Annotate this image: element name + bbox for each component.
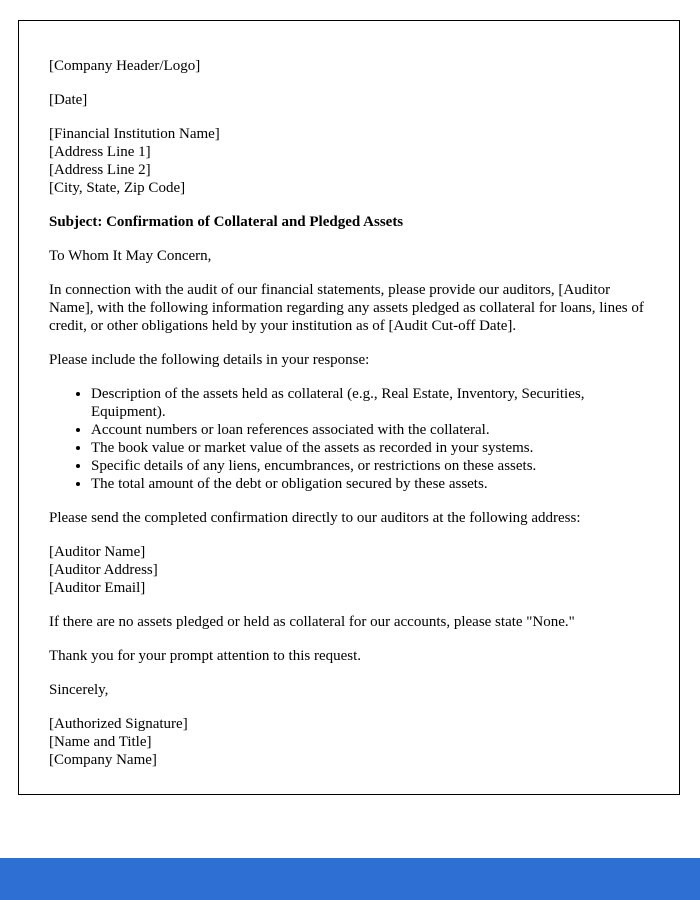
paragraph-details-request: Please include the following details in your response: bbox=[49, 352, 370, 368]
auditor-name-placeholder: [Auditor Name] bbox=[49, 544, 146, 560]
recipient-address-line-2: [Address Line 2] bbox=[49, 162, 151, 178]
bullet-item-liens: • Specific details of any liens, encumbrances, or restrictions on these assets. bbox=[91, 457, 649, 475]
company-header-placeholder: [Company Header/Logo] bbox=[49, 58, 201, 74]
subject-line: Subject: Confirmation of Collateral and Pledged Assets bbox=[49, 214, 404, 230]
authorized-signature-placeholder: [Authorized Signature] bbox=[49, 716, 188, 732]
recipient-city-state-zip: [City, State, Zip Code] bbox=[49, 180, 186, 196]
paragraph-thanks: Thank you for your prompt attention to this request. bbox=[49, 648, 362, 664]
auditor-address-block bbox=[49, 543, 649, 597]
recipient-address-line-1: [Address Line 1] bbox=[49, 144, 151, 160]
bullet-item-book-value: • The book value or market value of the assets as recorded in your systems. bbox=[91, 439, 649, 457]
closing: Sincerely, bbox=[49, 682, 109, 698]
paragraph-audit-intro: In connection with the audit of our financial statements, please provide our auditors, [Auditor Name], with the following information regarding any assets pledged as collateral for loans, lines of credit, or other obligations held by your institution as of [Audit Cut-off Date]. bbox=[49, 282, 644, 334]
bullet-list bbox=[49, 385, 649, 493]
name-title-placeholder: [Name and Title] bbox=[49, 734, 152, 750]
bottom-blue-bar bbox=[0, 858, 700, 900]
salutation: To Whom It May Concern, bbox=[49, 248, 212, 264]
bullet-item-account-numbers: • Account numbers or loan references associated with the collateral. bbox=[91, 421, 649, 439]
paragraph-send-instructions: Please send the completed confirmation directly to our auditors at the following address: bbox=[49, 510, 581, 526]
letter-page bbox=[18, 20, 680, 795]
company-name-placeholder: [Company Name] bbox=[49, 752, 157, 768]
bullet-item-asset-description: • Description of the assets held as collateral (e.g., Real Estate, Inventory, Securities, Equipment). bbox=[91, 385, 649, 421]
bullet-item-debt-total: • The total amount of the debt or obligation secured by these assets. bbox=[91, 475, 649, 493]
auditor-address-placeholder: [Auditor Address] bbox=[49, 562, 158, 578]
recipient-address-block bbox=[49, 125, 649, 197]
date-placeholder: [Date] bbox=[49, 92, 88, 108]
paragraph-none-statement: If there are no assets pledged or held as collateral for our accounts, please state "None." bbox=[49, 614, 575, 630]
auditor-email-placeholder: [Auditor Email] bbox=[49, 580, 146, 596]
recipient-institution-name: [Financial Institution Name] bbox=[49, 126, 220, 142]
signature-block bbox=[49, 715, 649, 769]
